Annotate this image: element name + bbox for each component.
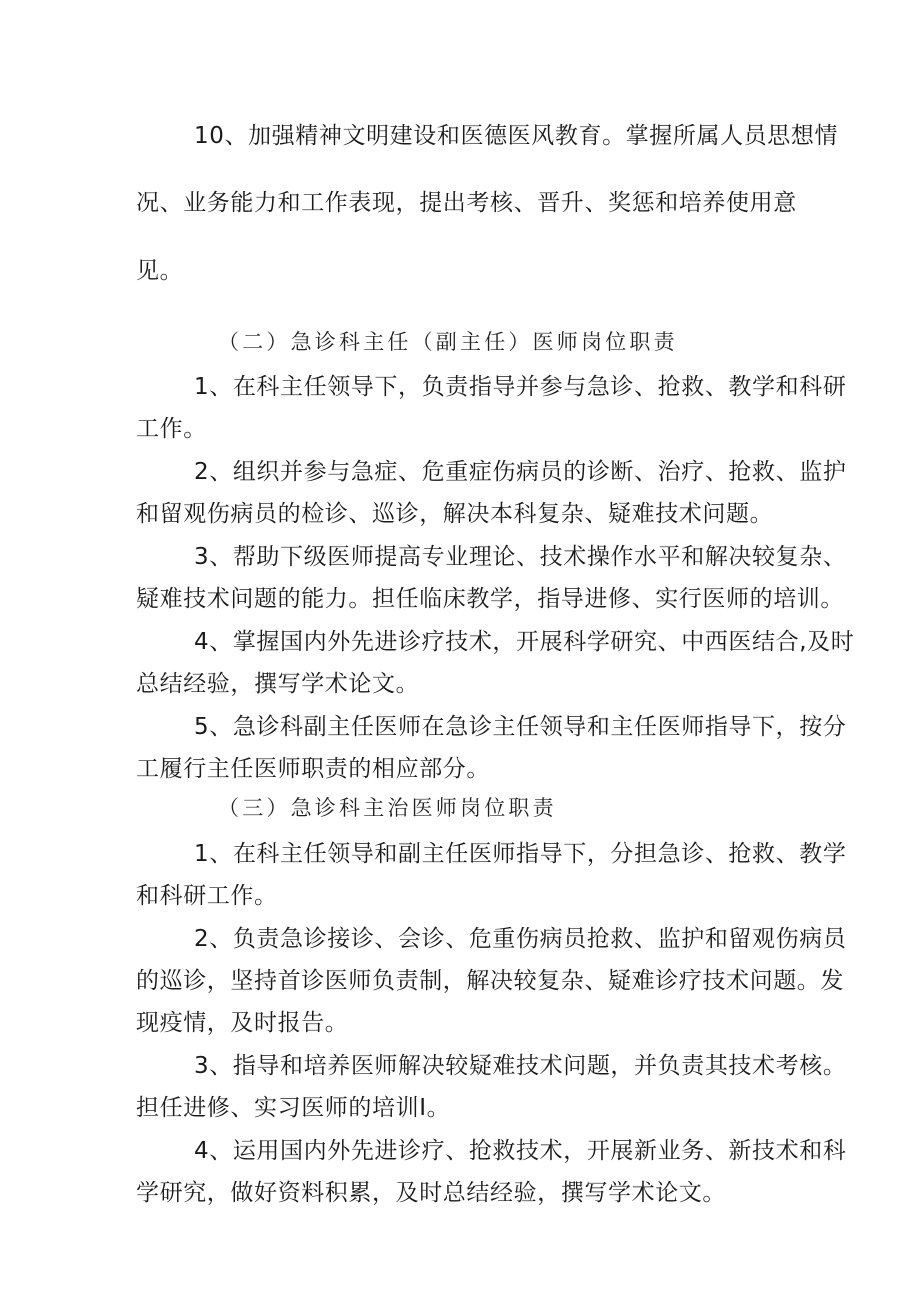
section-3-item-2-line-2: 的巡诊，坚持首诊医师负责制，解决较复杂、疑难诊疗技术问题。发 [136, 968, 844, 994]
section-3-item-1-line-2: 和科研工作。 [136, 883, 278, 909]
section-2-item-2-line-2: 和留观伤病员的检诊、巡诊，解决本科复杂、疑难技术问题。 [136, 501, 774, 527]
section-2-item-4-line-1: 4、掌握国内外先进诊疗技术，开展科学研究、中西医结合,及时 [194, 629, 855, 655]
item-10-line-3: 见。 [136, 258, 184, 284]
section-2-item-5-line-1: 5、急诊科副主任医师在急诊主任领导和主任医师指导下，按分 [194, 714, 847, 740]
section-3-item-3-line-2: 担任进修、实习医师的培训I。 [136, 1095, 451, 1121]
section-2-item-2-line-1: 2、组织并参与急症、危重症伤病员的诊断、治疗、抢救、监护 [194, 459, 847, 485]
section-2-heading: （二）急诊科主任（副主任）医师岗位职责 [218, 330, 678, 354]
section-2-item-1-line-1: 1、在科主任领导下，负责指导并参与急诊、抢救、教学和科研 [194, 374, 847, 400]
section-2-item-5-line-2: 工履行主任医师职责的相应部分。 [136, 756, 490, 782]
section-3-item-2-line-1: 2、负责急诊接诊、会诊、危重伤病员抢救、监护和留观伤病员 [194, 926, 847, 952]
item-10-line-1: 10、加强精神文明建设和医德医风教育。掌握所属人员思想情 [194, 123, 839, 149]
section-2-item-1-line-2: 工作。 [136, 416, 207, 442]
section-3-item-1-line-1: 1、在科主任领导和副主任医师指导下，分担急诊、抢救、教学 [194, 841, 847, 867]
section-3-item-4-line-2: 学研究，做好资料积累，及时总结经验，撰写学术论文。 [136, 1180, 726, 1206]
section-3-item-3-line-1: 3、指导和培养医师解决较疑难技术问题，并负责其技术考核。 [194, 1053, 847, 1079]
section-2-item-4-line-2: 总结经验，撰写学术论文。 [136, 671, 420, 697]
section-2-item-3-line-1: 3、帮助下级医师提高专业理论、技术操作水平和解决较复杂、 [194, 544, 847, 570]
section-3-item-2-line-3: 现疫情，及时报告。 [136, 1010, 349, 1036]
section-3-item-4-line-1: 4、运用国内外先进诊疗、抢救技术，开展新业务、新技术和科 [194, 1138, 847, 1164]
section-3-heading: （三）急诊科主治医师岗位职责 [218, 796, 557, 820]
section-2-item-3-line-2: 疑难技术问题的能力。担任临床教学，指导进修、实行医师的培训。 [136, 586, 844, 612]
item-10-line-2: 况、业务能力和工作表现，提出考核、晋升、奖惩和培养使用意 [136, 190, 797, 216]
